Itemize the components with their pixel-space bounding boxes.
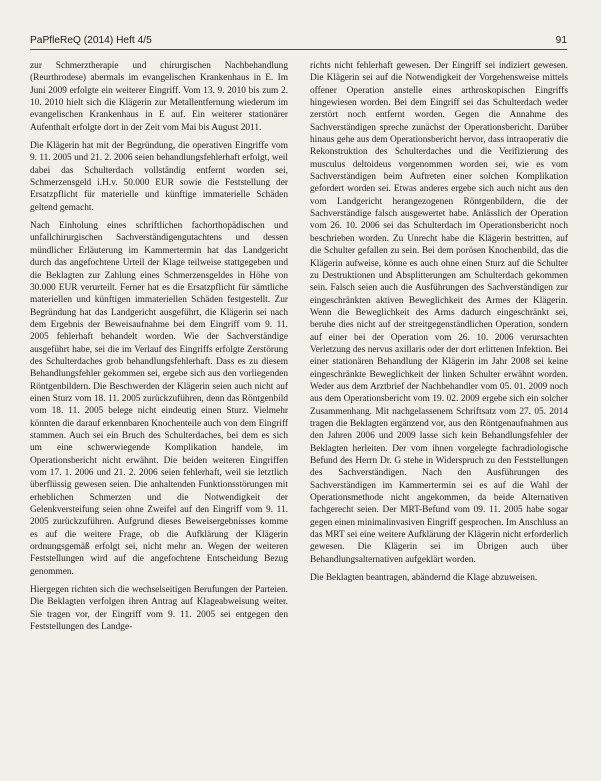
paragraph: Nach Einholung eines schriftlichen fachorthopädischen und unfallchirurgischen Sachverständigengutachtens und dessen mündlicher Erläuterung im Kammertermin hat das Landgericht durch das angefochtene Urteil der Klage teilweise stattgegeben und die Beklagten zur Zahlung eines Schmerzensgeldes in Höhe von 30.000 EUR verurteilt. Ferner hat es die Ersatzpflicht für sämtliche materiellen und künftigen immateriellen Schäden festgestellt. Zur Begründung hat das Landgericht ausgeführt, die Klägerin sei nach dem Ergebnis der Beweisaufnahme bei dem Eingriff vom 9. 11. 2005 fehlerhaft behandelt worden. Wie der Sachverständige ausgeführt habe, sei die im Verlauf des Eingriffs erfolgte Zerstörung des Schulterdaches grob behandlungsfehlerhaft. Dass es zu diesem Behandlungsfehler gekommen sei, ergebe sich aus den vorliegenden Röntgenbildern. Die Beschwerden der Klägerin seien auch nicht auf einen Sturz vom 18. 11. 2005 zurückzuführen, denn das Röntgenbild vom 18. 11. 2005 belege nicht eindeutig einen Sturz. Vielmehr könnten die darauf erkennbaren Knochenteile auch von dem Eingriff stammen. Auch sei ein Bruch des Schulterdaches, bei dem es sich um eine schwerwiegende Komplikation handele, im Operationsbericht nicht erwähnt. Die beiden weiteren Eingriffen vom 17. 1. 2006 und 21. 2. 2006 seien fehlerhaft, weil sie letztlich überflüssig gewesen seien. Die anhaltenden Funktionsstörungen mit erheblichen Schmerzen und die Notwendigkeit der Gelenkversteifung seien ohne Zweifel auf den Eingriff vom 9. 11. 2005 zurückzuführen. Aufgrund dieses Beweisergebnisses komme es auf die weitere Frage, ob die Aufklärung der Klägerin ordnungsgemäß erfolgt sei, nicht mehr an. Wegen der weiteren Feststellungen wird auf die angefochtene Entscheidung Bezug genommen.: [30, 221, 288, 577]
paragraph: Hiergegen richten sich die wechselseitigen Berufungen der Parteien. Die Beklagten verfolgen ihren Antrag auf Klageabweisung weiter. Sie tragen vor, der Eingriff vom 9. 11. 2005 sei entgegen den Feststellungen des Landge-: [30, 585, 288, 633]
paragraph: richts nicht fehlerhaft gewesen. Der Eingriff sei indiziert gewesen. Die Klägerin sei auf die Notwendigkeit der Vorgehensweise mittels offener Operation anstelle eines arthroskopischen Eingriffs hingewiesen worden. Bei dem Eingriff sei das Schulterdach weder zerstört noch entfernt worden. Gegen die Annahme des Sachverständigen spreche zunächst der Operationsbericht. Darüber hinaus gehe aus dem Operationsbericht hervor, dass intraoperativ die Rekonstruktion des Schulterdaches und die Verifizierung des musculus deltoideus vorgenommen worden sei, wie es vom Sachverständigen beim Auftreten einer solchen Komplikation gefordert worden sei. Etwas anderes ergebe sich auch nicht aus den vom Landgericht herangezogenen Röntgenbildern, die der Sachverständige falsch ausgewertet habe. Anlässlich der Operation vom 26. 10. 2006 sei das Schulterdach im Operationsbericht noch beschrieben worden. Zu Unrecht habe die Klägerin bestritten, auf die Schulter gefallen zu sein. Bei dem porösen Knochenbild, das die Klägerin aufweise, könne es auch ohne einen Sturz auf die Schulter zu Destruktionen und Absplitterungen am Schulterdach gekommen sein. Falsch seien auch die Ausführungen des Sachverständigen zur eingeschränkten aktiven Beweglichkeit des Armes der Klägerin. Wenn die Beweglichkeit des Arms dadurch eingeschränkt sei, beruhe dies nicht auf der streitgegenständlichen Operation, sondern auf einer bei der Operation vom 26. 10. 2006 verursachten Verletzung des nervus axillaris oder der dort erlittenen Infektion. Bei einer stationären Behandlung der Klägerin im Jahr 2008 sei keine eingeschränkte Beweglichkeit der linken Schulter erwähnt worden. Weder aus dem Arztbrief der Nachbehandler vom 05. 01. 2009 noch aus dem Operationsbericht vom 19. 02. 2009 ergebe sich ein solcher Zusammenhang. Mit nachgelassenem Schriftsatz vom 27. 05. 2014 tragen die Beklagten ergänzend vor, aus den Röntgenaufnahmen aus den Jahren 2006 und 2009 lasse sich kein Behandlungsfehler der Beklagten herleiten. Der vom ihnen vorgelegte fachradiologische Befund des Herrn Dr. G stehe in Widerspruch zu den Feststellungen des Sachverständigen. Nach den Ausführungen des Sachverständigen im Kammertermin sei es auf die Wahl der Operationsmethode nicht angekommen, da beide Alternativen fachgerecht seien. Der MRT-Befund vom 09. 11. 2005 habe sogar gegen einen minimalinvasiven Eingriff gesprochen. Im Anschluss an das MRT sei eine weitere Aufklärung der Klägerin nicht erforderlich gewesen. Die Klägerin sei im Übrigen auch über Behandlungsalternativen aufgeklärt worden.: [310, 61, 568, 565]
paragraph: Die Klägerin hat mit der Begründung, die operativen Eingriffe vom 9. 11. 2005 und 21. 2. 2006 seien behandlungsfehlerhaft erfolgt, weil dabei das Schulterdach vollständig entfernt worden sei, Schmerzensgeld i.H.v. 50.000 EUR sowie die Feststellung der Ersatzpflicht für materielle und künftige immaterielle Schäden geltend gemacht.: [30, 141, 288, 213]
running-header: [30, 30, 567, 50]
page-number: 91: [555, 35, 567, 46]
paragraph: zur Schmerztherapie und chirurgischen Nachbehandlung (Reurthrodese) abermals im evangelischen Krankenhaus in E. Im Juni 2009 erfolgte ein weiterer Eingriff. Vom 13. 9. 2010 bis zum 2. 10. 2010 hielt sich die Klägerin zur Metallentfernung wiederum im evangelischen Krankenhaus in E auf. Ein weiterer stationärer Aufenthalt erfolgte dort in der Zeit vom Mai bis August 2011.: [30, 61, 288, 133]
right-column: [310, 60, 568, 590]
paragraph: Die Beklagten beantragen, abändernd die Klage abzuweisen.: [310, 573, 538, 584]
left-column: [30, 60, 288, 639]
journal-reference: PaPfleReQ (2014) Heft 4/5: [30, 35, 152, 46]
